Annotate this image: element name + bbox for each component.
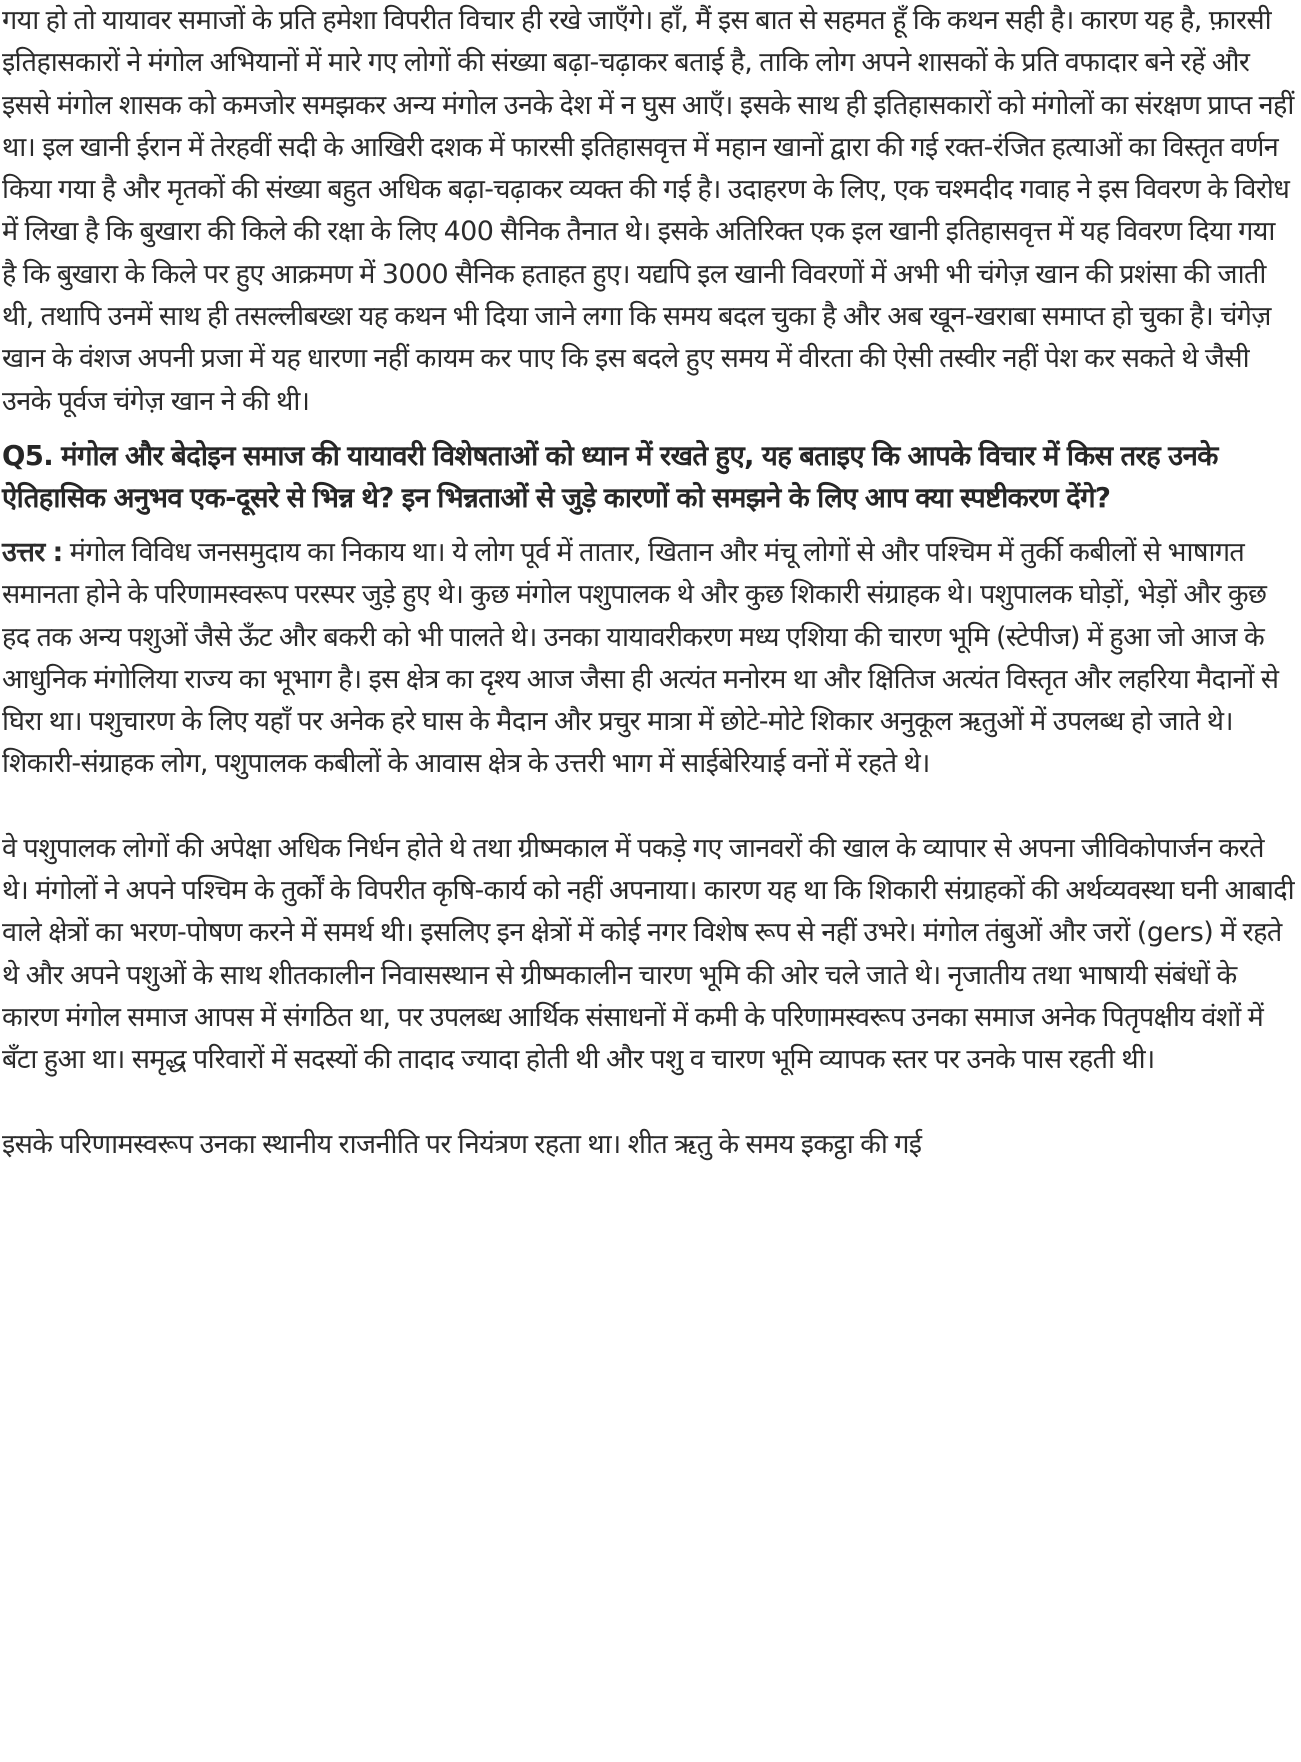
question-number: Q5. [2, 439, 54, 472]
answer-text-1: मंगोल विविध जनसमुदाय का निकाय था। ये लोग पूर्व में तातार, खितान और मंचू लोगों से और पश्चिम में तुर्की कबीलों से भाषागत समानता होने के परिणामस्वरूप परस्पर जुड़े हुए थे। कुछ मंगोल पशुपालक थे और कुछ शिकारी संग्राहक थे। पशुपालक घोड़ों, भेड़ों और कुछ हद तक अन्य पशुओं जैसे ऊँट और बकरी को भी पालते थे। उनका यायावरीकरण मध्य एशिया की चारण भूमि (स्टेपीज) में हुआ जो आज के आधुनिक मंगोलिया राज्य का भूभाग है। इस क्षेत्र का दृश्य आज जैसा ही अत्यंत मनोरम था और क्षितिज अत्यंत विस्तृत और लहरिया मैदानों से घिरा था। पशुचारण के लिए यहाँ पर अनेक हरे घास के मैदान और प्रचुर मात्रा में छोटे-मोटे शिकार अनुकूल ऋतुओं में उपलब्ध हो जाते थे। शिकारी-संग्राहक लोग, पशुपालक कबीलों के आवास क्षेत्र के उत्तरी भाग में साईबेरियाई वनों में रहते थे। [2, 536, 1279, 780]
answer-paragraph-3: इसके परिणामस्वरूप उनका स्थानीय राजनीति पर नियंत्रण रहता था। शीत ऋतु के समय इकट्ठा की गई [2, 1128, 922, 1160]
answer-label: उत्तर : [2, 536, 63, 568]
answer-paragraph-2: वे पशुपालक लोगों की अपेक्षा अधिक निर्धन होते थे तथा ग्रीष्मकाल में पकड़े गए जानवरों की खाल के व्यापार से अपना जीविकोपार्जन करते थे। मंगोलों ने अपने पश्चिम के तुर्कों के विपरीत कृषि-कार्य को नहीं अपनाया। कारण यह था कि शिकारी संग्राहकों की अर्थव्यवस्था घनी आबादी वाले क्षेत्रों का भरण-पोषण करने में समर्थ थी। इसलिए इन क्षेत्रों में कोई नगर विशेष रूप से नहीं उभरे। मंगोल तंबुओं और जरों (gers) में रहते थे और अपने पशुओं के साथ शीतकालीन निवासस्थान से ग्रीष्मकालीन चारण भूमि की ओर चले जाते थे। नृजातीय तथा भाषायी संबंधों के कारण मंगोल समाज आपस में संगठित था, पर उपलब्ध आर्थिक संसाधनों में कमी के परिणामस्वरूप उनका समाज अनेक पितृपक्षीय वंशों में बँटा हुआ था। समृद्ध परिवारों में सदस्यों की तादाद ज्यादा होती थी और पशु व चारण भूमि व्यापक स्तर पर उनके पास रहती थी। [2, 832, 1294, 1076]
answer-paragraph-1 [2, 532, 1295, 786]
question-q5 [2, 435, 1295, 520]
paragraph-gap [2, 786, 1295, 828]
paragraph-gap [2, 1082, 1295, 1124]
continued-paragraph: गया हो तो यायावर समाजों के प्रति हमेशा विपरीत विचार ही रखे जाएँगे। हाँ, मैं इस बात से सहमत हूँ कि कथन सही है। कारण यह है, फ़ारसी इतिहासकारों ने मंगोल अभियानों में मारे गए लोगों की संख्या बढ़ा-चढ़ाकर बताई है, ताकि लोग अपने शासकों के प्रति वफादार बने रहें और इससे मंगोल शासक को कमजोर समझकर अन्य मंगोल उनके देश में न घुस आएँ। इसके साथ ही इतिहासकारों को मंगोलों का संरक्षण प्राप्त नहीं था। इल खानी ईरान में तेरहवीं सदी के आखिरी दशक में फारसी इतिहासवृत्त में महान खानों द्वारा की गई रक्त-रंजित हत्याओं का विस्तृत वर्णन किया गया है और मृतकों की संख्या बहुत अधिक बढ़ा-चढ़ाकर व्यक्त की गई है। उदाहरण के लिए, एक चश्मदीद गवाह ने इस विवरण के विरोध में लिखा है कि बुखारा की किले की रक्षा के लिए 400 सैनिक तैनात थे। इसके अतिरिक्त एक इल खानी इतिहासवृत्त में यह विवरण दिया गया है कि बुखारा के किले पर हुए आक्रमण में 3000 सैनिक हताहत हुए। यद्यपि इल खानी विवरणों में अभी भी चंगेज़ खान की प्रशंसा की जाती थी, तथापि उनमें साथ ही तसल्लीबख्श यह कथन भी दिया जाने लगा कि समय बदल चुका है और अब खून-खराबा समाप्त हो चुका है। चंगेज़ खान के वंशज अपनी प्रजा में यह धारणा नहीं कायम कर पाए कि इस बदले हुए समय में वीरता की ऐसी तस्वीर नहीं पेश कर सकते थे जैसी उनके पूर्वज चंगेज़ खान ने की थी। [2, 5, 1294, 417]
question-text: मंगोल और बेदोइन समाज की यायावरी विशेषताओं को ध्यान में रखते हुए, यह बताइए कि आपके विचार में किस तरह उनके ऐतिहासिक अनुभव एक-दूसरे से भिन्न थे? इन भिन्नताओं से जुड़े कारणों को समझने के लिए आप क्या स्पष्टीकरण देंगे? [2, 439, 1218, 515]
